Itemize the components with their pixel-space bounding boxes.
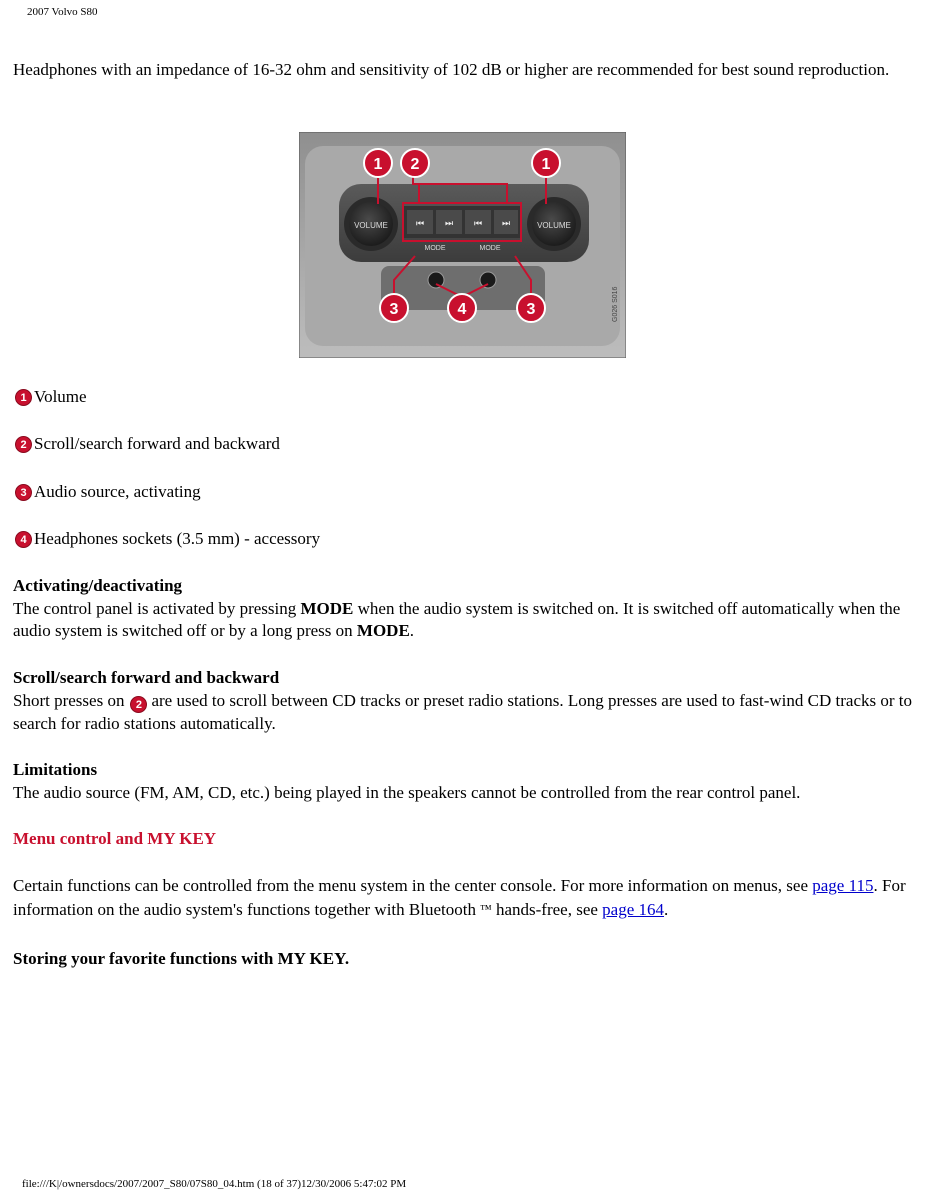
section-heading: Scroll/search forward and backward (13, 668, 280, 687)
number-2-icon: 2 (15, 436, 32, 453)
legend-item-text: Headphones sockets (3.5 mm) - accessory (34, 529, 321, 548)
trademark-symbol: ™ (479, 901, 492, 916)
legend-item (15, 433, 280, 455)
rear-control-panel-figure (299, 132, 626, 358)
section-heading: Limitations (13, 760, 98, 779)
legend-item-text: Volume (34, 387, 87, 406)
legend-item (15, 481, 201, 503)
menu-heading: Menu control and MY KEY (13, 829, 217, 848)
mode-keyword: MODE (356, 621, 410, 640)
intro-paragraph: Headphones with an impedance of 16-32 ohm and sensitivity of 102 dB or higher are recommended for best sound reproduction. (13, 60, 890, 79)
page-115-link[interactable]: page 115 (812, 876, 874, 895)
section-heading: Activating/deactivating (13, 576, 183, 595)
callout-2-label: 2 (410, 156, 420, 173)
mode-label-right: MODE (479, 245, 501, 252)
callout-1-left-label: 1 (373, 156, 383, 173)
mode-keyword: MODE (300, 598, 354, 618)
volume-knob-right-label: VOLUME (537, 221, 571, 230)
legend-item (15, 528, 320, 550)
callout-3-left-label: 3 (389, 301, 399, 318)
limitations-section (13, 759, 913, 804)
next-icon: ⏭ (444, 218, 454, 228)
headphone-socket-left (428, 272, 444, 288)
section-body: Short presses on 2 are used to scroll between CD tracks or preset radio stations. Long presses are used to fast-wind CD tracks or to search for radio stations automatically. (13, 690, 912, 733)
mode-label-left: MODE (424, 245, 446, 252)
prev-icon: ⏮ (415, 218, 425, 228)
menu-paragraph: Certain functions can be controlled from the menu system in the center console. For more information on menus, see page 115. For information on the audio system's functions together with Bluetooth ™ hands-free, see page 164. (13, 876, 906, 919)
page-164-link[interactable]: page 164 (602, 899, 665, 919)
page-header: 2007 Volvo S80 (27, 6, 98, 18)
legend-item (15, 386, 87, 408)
section-body: The control panel is activated by pressing MODE when the audio system is switched on. It is switched off automatically when the audio system is switched off or by a long press on MODE. (13, 598, 901, 640)
callout-1-right-label: 1 (541, 156, 551, 173)
section-body: The audio source (FM, AM, CD, etc.) being played in the speakers cannot be controlled from the rear control panel. (13, 782, 801, 802)
callout-3-right-label: 3 (526, 301, 536, 318)
number-2-icon: 2 (130, 696, 147, 713)
next-icon: ⏭ (501, 218, 511, 228)
volume-knob-left-label: VOLUME (354, 221, 388, 230)
page-footer: file:///K|/ownersdocs/2007/2007_S80/07S80_04.htm (18 of 37)12/30/2006 5:47:02 PM (22, 1178, 407, 1190)
legend-item-text: Scroll/search forward and backward (34, 434, 280, 453)
legend-item-text: Audio source, activating (34, 482, 201, 501)
mykey-heading: Storing your favorite functions with MY KEY. (13, 949, 350, 968)
callout-4-label: 4 (457, 301, 467, 318)
number-1-icon: 1 (15, 389, 32, 406)
scroll-section (13, 667, 913, 735)
headphone-socket-right (480, 272, 496, 288)
prev-icon: ⏮ (473, 218, 483, 228)
activating-section (13, 575, 913, 643)
number-3-icon: 3 (15, 484, 32, 501)
figure-code: G026 S016 (612, 286, 619, 322)
number-4-icon: 4 (15, 531, 32, 548)
